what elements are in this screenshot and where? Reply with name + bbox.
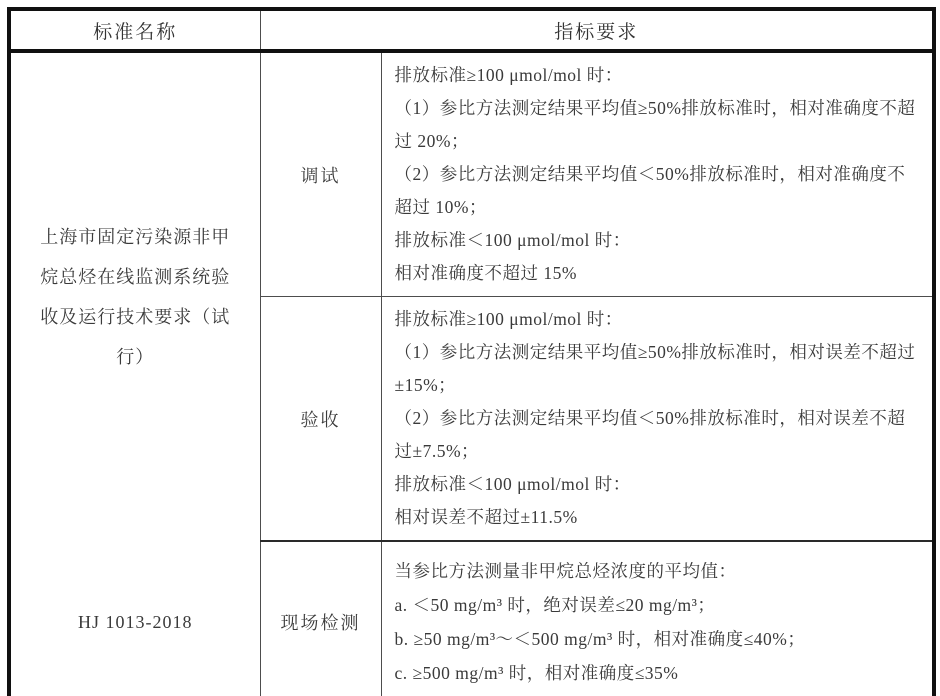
requirement-line: c. ≥500 mg/m³ 时，相对准确度≤35% — [394, 663, 679, 683]
requirement-line: （2）参比方法测定结果平均值＜50%排放标准时，相对准确度不超过 10%； — [394, 164, 906, 217]
phase-cell-xianchang: 现场检测 — [260, 541, 381, 696]
table-row-hj1013 — [9, 541, 934, 696]
standard-name-shanghai: 上海市固定污染源非甲烷总烃在线监测系统验收及运行技术要求（试行） — [40, 227, 231, 367]
requirement-line: （1）参比方法测定结果平均值≥50%排放标准时，相对准确度不超过 20%； — [394, 98, 916, 151]
phase-cell-yanshou: 验收 — [260, 297, 381, 542]
standard-name-hj1013: HJ 1013-2018 — [78, 611, 193, 632]
header-requirements: 指标要求 — [260, 9, 934, 51]
requirement-line: a. ＜50 mg/m³ 时，绝对误差≤20 mg/m³； — [394, 595, 716, 615]
requirement-line: 相对误差不超过±11.5% — [394, 507, 578, 527]
requirements-cell-tiaoshi — [381, 51, 934, 297]
header-standard-name: 标准名称 — [9, 9, 260, 51]
requirement-line: （1）参比方法测定结果平均值≥50%排放标准时，相对误差不超过±15%； — [394, 342, 916, 395]
table-row-shanghai-tiaoshi — [9, 51, 934, 297]
requirement-line: 排放标准≥100 μmol/mol 时： — [394, 65, 623, 85]
phase-cell-tiaoshi: 调试 — [260, 51, 381, 297]
header-row — [9, 9, 934, 51]
requirement-line: b. ≥50 mg/m³～＜500 mg/m³ 时，相对准确度≤40%； — [394, 629, 806, 649]
requirement-line: 排放标准＜100 μmol/mol 时： — [394, 230, 631, 250]
requirement-line: 相对准确度不超过 15% — [394, 263, 577, 283]
standards-table — [7, 7, 936, 696]
requirement-line: 当参比方法测量非甲烷总烃浓度的平均值： — [394, 561, 737, 581]
requirements-cell-xianchang — [381, 541, 934, 696]
requirement-line: （2）参比方法测定结果平均值＜50%排放标准时，相对误差不超过±7.5%； — [394, 408, 906, 461]
requirement-line: 排放标准＜100 μmol/mol 时： — [394, 474, 631, 494]
requirement-line: 排放标准≥100 μmol/mol 时： — [394, 309, 623, 329]
requirements-cell-yanshou — [381, 297, 934, 542]
